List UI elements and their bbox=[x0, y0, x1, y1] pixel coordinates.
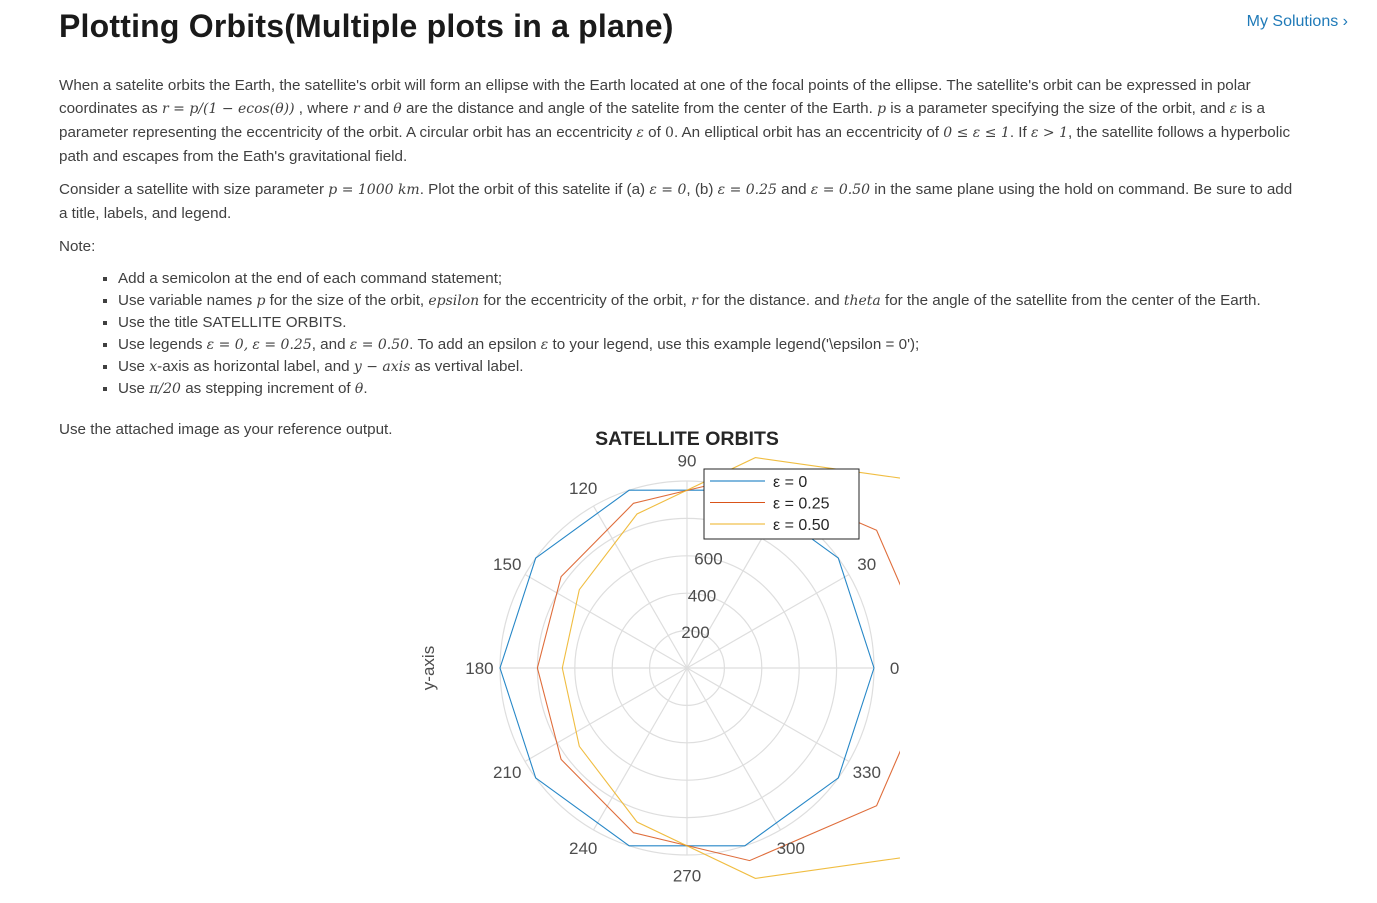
note-item: ▪ Add a semicolon at the end of each command statement; bbox=[118, 268, 1304, 290]
page-title: Plotting Orbits(Multiple plots in a plane) bbox=[59, 8, 674, 44]
theta-tick-label: 30 bbox=[857, 555, 877, 575]
legend-label-0: ε = 0 bbox=[773, 474, 808, 491]
theta-tick-label: 210 bbox=[493, 762, 522, 782]
chart-title: SATELLITE ORBITS bbox=[595, 428, 779, 450]
theta-tick-label: 120 bbox=[569, 479, 598, 499]
chevron-right-icon: › bbox=[1342, 13, 1348, 30]
note-item: ▪ Use the title SATELLITE ORBITS. bbox=[118, 312, 1304, 334]
theta-tick-label: 150 bbox=[493, 555, 522, 575]
paragraph-orbit-intro: When a satelite orbits the Earth, the satellite's orbit will form an ellipse with the Earth located at one of the focal points of the ellipse. The satellite's orbit can be expressed in polar coordinates as r = p/(1 − ecos(θ)) , where r and θ are the distance and angle of the satelite from the center of the Earth. p is a parameter specifying the size of the orbit, and ε is a parameter representing the eccentricity of the orbit. A circular orbit has an eccentricity ε of 0. An elliptical orbit has an eccentricity of 0 ≤ ε ≤ 1. If ε > 1, the satellite follows a hyperbolic path and escapes from the Eath's gravitational field. bbox=[59, 77, 1291, 165]
note-item: ▪ Use π/20 as stepping increment of θ. bbox=[118, 378, 1304, 400]
theta-tick-label: 0 bbox=[889, 659, 900, 678]
theta-tick-label: 300 bbox=[776, 838, 805, 858]
reference-note: Use the attached image as your reference output. bbox=[59, 421, 393, 438]
note-item: ▪ Use legends ε = 0, ε = 0.25, and ε = 0.50. To add an epsilon ε to your legend, use this example legend('\epsilon = 0'); bbox=[118, 334, 1304, 356]
theta-tick-label: 180 bbox=[465, 659, 494, 678]
r-tick-label: 600 bbox=[694, 549, 723, 569]
note-item: ▪ Use x-axis as horizontal label, and y − axis as vertival label. bbox=[118, 356, 1304, 378]
theta-tick-label: 90 bbox=[677, 451, 697, 471]
theta-tick-label: 270 bbox=[672, 866, 702, 886]
theta-gridline bbox=[687, 668, 849, 762]
r-tick-label: 400 bbox=[687, 586, 717, 606]
my-solutions-label: My Solutions bbox=[1246, 13, 1339, 30]
r-tick-label: 200 bbox=[681, 623, 710, 643]
note-item: ▪ Use variable names p for the size of the orbit, epsilon for the eccentricity of the orbit, r for the distance. and theta for the angle of the satellite from the center of the Earth. bbox=[118, 290, 1304, 312]
legend-label-2: ε = 0.50 bbox=[773, 517, 830, 534]
y-axis-label: y-axis bbox=[419, 645, 438, 691]
theta-gridline bbox=[687, 668, 781, 830]
theta-tick-label: 330 bbox=[852, 762, 881, 782]
legend bbox=[704, 469, 859, 539]
note-heading: Note: bbox=[59, 238, 96, 255]
theta-tick-label: 240 bbox=[569, 838, 598, 858]
paragraph-task: Consider a satellite with size parameter p = 1000 km. Plot the orbit of this satelite if (a) ε = 0, (b) ε = 0.25 and ε = 0.50 in the same plane using the hold on command. Be sure to add a title, labels, and legend. bbox=[59, 181, 1293, 222]
legend-label-1: ε = 0.25 bbox=[773, 495, 830, 513]
